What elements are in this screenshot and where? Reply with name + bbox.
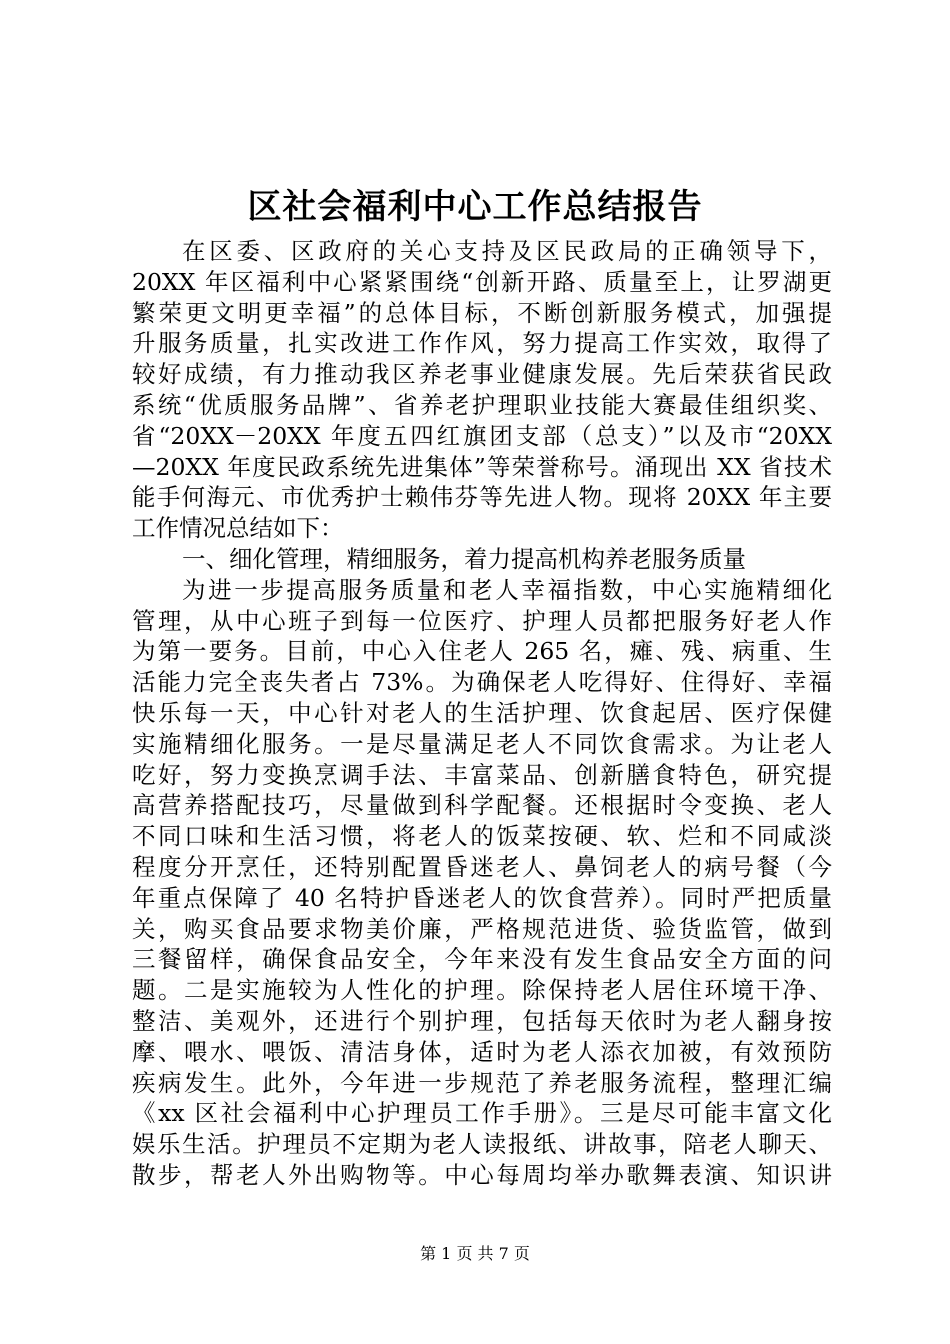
body-line: 《xx 区社会福利中心护理员工作手册》。三是尽可能丰富文化	[132, 1099, 832, 1128]
body-line: 程度分开烹任，还特别配置昏迷老人、鼻饲老人的病号餐（今	[132, 852, 832, 881]
body-line: 繁荣更文明更幸福”的总体目标，不断创新服务模式，加强提	[132, 298, 832, 327]
body-line: 管理，从中心班子到每一位医疗、护理人员都把服务好老人作	[132, 606, 832, 635]
body-line: 在区委、区政府的关心支持及区民政局的正确领导下，	[182, 237, 832, 265]
section-heading: 一、细化管理，精细服务，着力提高机构养老服务质量	[182, 544, 746, 573]
document-title: 区社会福利中心工作总结报告	[247, 187, 703, 227]
body-line: 实施精细化服务。一是尽量满足老人不同饮食需求。为让老人	[132, 729, 832, 758]
body-line: 三餐留样，确保食品安全，今年来没有发生食品安全方面的问	[132, 945, 832, 974]
body-line: 娱乐生活。护理员不定期为老人读报纸、讲故事，陪老人聊天、	[132, 1130, 832, 1159]
body-line: 省“20XX－20XX 年度五四红旗团支部（总支）”以及市“20XX	[132, 421, 832, 450]
body-line: 20XX 年区福利中心紧紧围绕“创新开路、质量至上，让罗湖更	[132, 267, 832, 296]
body-line: 系统“优质服务品牌”、省养老护理职业技能大赛最佳组织奖、	[132, 390, 832, 419]
body-line: —20XX 年度民政系统先进集体”等荣誉称号。涌现出 XX 省技术	[132, 452, 832, 481]
body-line: 高营养搭配技巧，尽量做到科学配餐。还根据时令变换、老人	[132, 791, 832, 820]
body-line: 较好成绩，有力推动我区养老事业健康发展。先后荣获省民政	[132, 360, 832, 389]
body-line: 题。二是实施较为人性化的护理。除保持老人居住环境干净、	[132, 976, 832, 1005]
body-line: 疾病发生。此外，今年进一步规范了养老服务流程，整理汇编	[132, 1068, 832, 1097]
body-line: 整洁、美观外，还进行个别护理，包括每天依时为老人翻身按	[132, 1006, 832, 1035]
body-line: 活能力完全丧失者占 73%。为确保老人吃得好、住得好、幸福	[132, 668, 832, 697]
body-line: 能手何海元、市优秀护士赖伟芬等先进人物。现将 20XX 年主要	[132, 483, 832, 512]
body-line: 不同口味和生活习惯，将老人的饭菜按硬、软、烂和不同咸淡	[132, 822, 832, 851]
body-line: 关，购买食品要求物美价廉，严格规范进货、验货监管，做到	[132, 914, 832, 943]
body-line: 升服务质量，扎实改进工作作风，努力提高工作实效，取得了	[132, 329, 832, 358]
body-line: 为进一步提高服务质量和老人幸福指数，中心实施精细化	[182, 575, 832, 604]
page-footer: 第 1 页 共 7 页	[420, 1244, 530, 1263]
body-line: 吃好，努力变换烹调手法、丰富菜品、创新膳食特色，研究提	[132, 760, 832, 789]
body-line: 摩、喂水、喂饭、清洁身体，适时为老人添衣加被，有效预防	[132, 1037, 832, 1066]
body-line: 工作情况总结如下：	[132, 514, 344, 543]
body-line: 年重点保障了 40 名特护昏迷老人的饮食营养）。同时严把质量	[132, 883, 832, 912]
body-line: 为第一要务。目前，中心入住老人 265 名，瘫、残、病重、生	[132, 637, 832, 666]
body-line: 快乐每一天，中心针对老人的生活护理、饮食起居、医疗保健	[132, 698, 832, 727]
document-body	[132, 236, 832, 1191]
body-line: 散步，帮老人外出购物等。中心每周均举办歌舞表演、知识讲	[132, 1160, 832, 1189]
